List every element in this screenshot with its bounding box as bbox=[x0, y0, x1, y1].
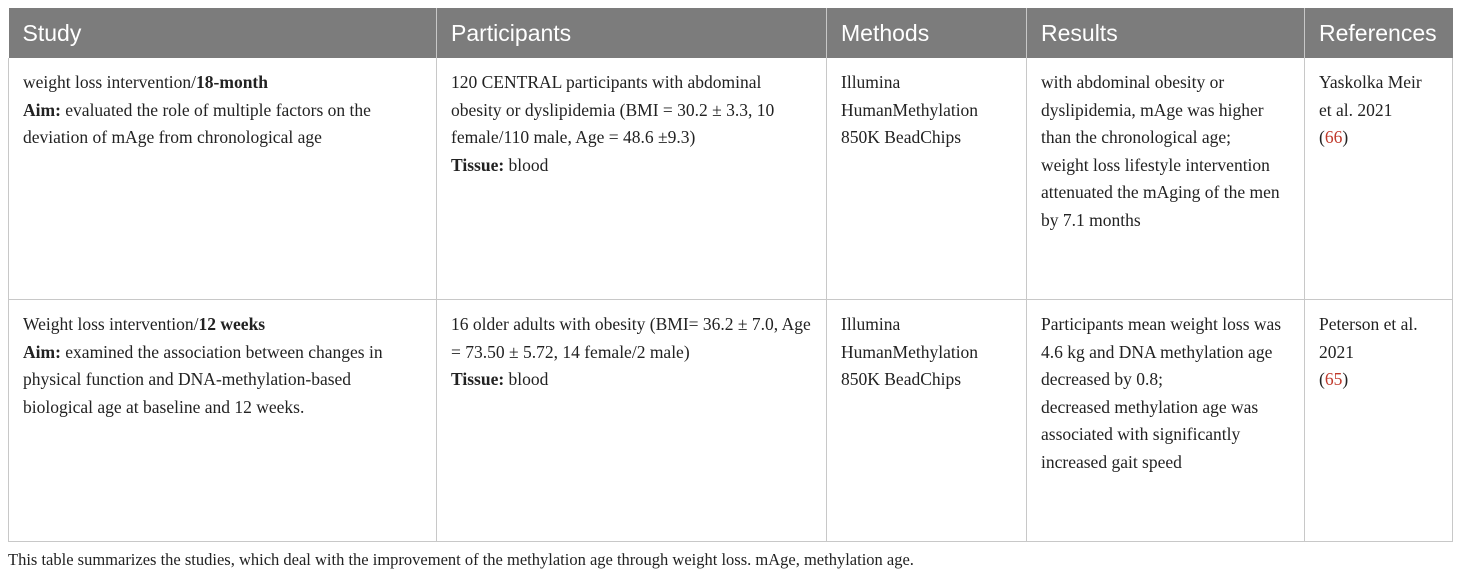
reference-link[interactable]: 66 bbox=[1324, 127, 1343, 147]
header-study: Study bbox=[9, 8, 437, 58]
reference-paren-close: ) bbox=[1342, 127, 1349, 147]
table-header-row bbox=[9, 8, 1453, 58]
results-cell bbox=[1027, 58, 1305, 300]
reference-authors: Peterson et al. 2021 bbox=[1319, 314, 1418, 362]
header-references: References bbox=[1305, 8, 1453, 58]
study-cell bbox=[9, 58, 437, 300]
reference-link[interactable]: 65 bbox=[1324, 369, 1343, 389]
methods-cell: Illumina HumanMethylation 850K BeadChips bbox=[827, 300, 1027, 542]
aim-label: Aim: bbox=[23, 99, 61, 120]
reference-authors: Yaskolka Meir et al. 2021 bbox=[1319, 72, 1422, 120]
aim-text: examined the association between changes in physical function and DNA-methylation-based biological age at baseline and 12 weeks. bbox=[23, 341, 383, 417]
reference-paren-open: ( bbox=[1319, 369, 1325, 389]
study-duration: 18-month bbox=[196, 72, 268, 92]
table-row bbox=[9, 58, 1453, 300]
result-line: decreased methylation age was associated with significantly increased gait speed bbox=[1041, 396, 1259, 472]
header-results: Results bbox=[1027, 8, 1305, 58]
aim-text: evaluated the role of multiple factors on the deviation of mAge from chronological age bbox=[23, 99, 371, 147]
table-footnote: This table summarizes the studies, which deal with the improvement of the methylation age through weight loss. mAge, methylation age. bbox=[8, 550, 914, 569]
participants-text: 120 CENTRAL participants with abdominal obesity or dyslipidemia (BMI = 30.2 ± 3.3, 10 female/110 male, Age = 48.6 ±9.3) bbox=[451, 72, 775, 147]
reference-cell bbox=[1305, 58, 1453, 300]
header-participants: Participants bbox=[437, 8, 827, 58]
participants-text: 16 older adults with obesity (BMI= 36.2 ± 7.0, Age = 73.50 ± 5.72, 14 female/2 male) bbox=[451, 314, 811, 362]
study-cell bbox=[9, 300, 437, 542]
study-title: Weight loss intervention/ bbox=[23, 314, 199, 334]
table-row bbox=[9, 300, 1453, 542]
tissue-label: Tissue: bbox=[451, 369, 505, 389]
result-line: Participants mean weight loss was 4.6 kg and DNA methylation age decreased by 0.8; bbox=[1041, 314, 1282, 389]
results-cell bbox=[1027, 300, 1305, 542]
header-methods: Methods bbox=[827, 8, 1027, 58]
tissue-value: blood bbox=[504, 369, 549, 389]
tissue-label: Tissue: bbox=[451, 154, 505, 175]
study-title: weight loss intervention/ bbox=[23, 72, 197, 92]
studies-table bbox=[8, 8, 1453, 542]
aim-label: Aim: bbox=[23, 341, 61, 362]
result-line: with abdominal obesity or dyslipidemia, mAge was higher than the chronological age; bbox=[1041, 72, 1264, 147]
tissue-value: blood bbox=[504, 154, 549, 175]
reference-paren-close: ) bbox=[1342, 369, 1349, 389]
study-duration: 12 weeks bbox=[198, 314, 266, 334]
result-line: weight loss lifestyle intervention attenuated the mAging of the men by 7.1 months bbox=[1041, 154, 1280, 230]
reference-cell bbox=[1305, 300, 1453, 542]
methods-cell: Illumina HumanMethylation 850K BeadChips bbox=[827, 58, 1027, 300]
reference-paren-open: ( bbox=[1319, 127, 1325, 147]
participants-cell bbox=[437, 58, 827, 300]
participants-cell bbox=[437, 300, 827, 542]
